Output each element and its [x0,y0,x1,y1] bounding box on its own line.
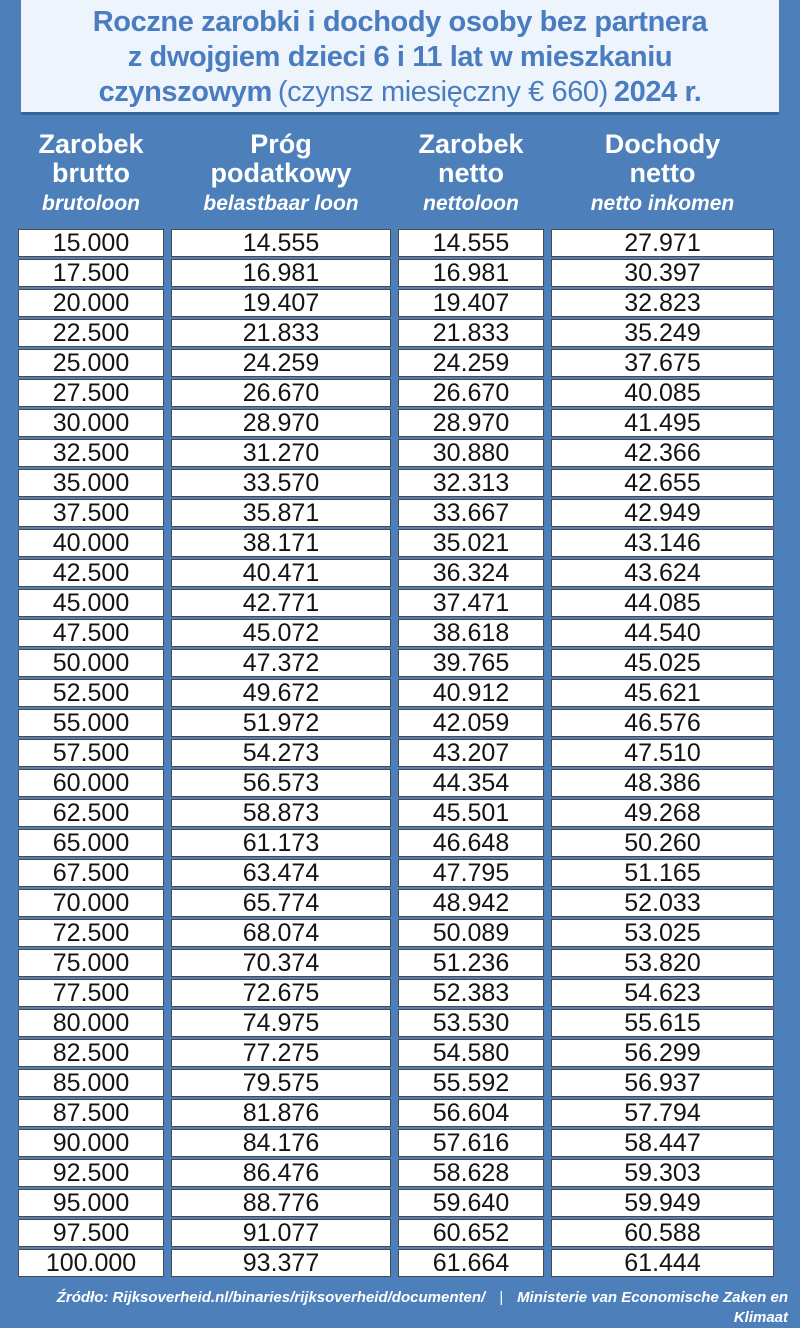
table-row [18,349,774,377]
table-cell: 26.670 [398,379,544,407]
header-sublabel: netto inkomen [590,192,735,215]
source-separator: | [499,1289,504,1306]
table-cell: 45.621 [551,679,774,707]
table-cell: 14.555 [171,229,391,257]
table-cell: 51.972 [171,709,391,737]
table-cell: 42.059 [398,709,544,737]
table-cell: 54.623 [551,979,774,1007]
table-cell: 48.386 [551,769,774,797]
table-cell: 50.000 [18,649,164,677]
table-cell: 15.000 [18,229,164,257]
header-label: podatkowy [210,158,352,188]
table-cell: 72.500 [18,919,164,947]
table-cell: 46.576 [551,709,774,737]
table-cell: 52.500 [18,679,164,707]
table-row [18,379,774,407]
table-row [18,529,774,557]
table-cell: 77.275 [171,1039,391,1067]
table-cell: 54.273 [171,739,391,767]
table-cell: 47.510 [551,739,774,767]
header-label: Zarobek [418,129,524,159]
table-cell: 46.648 [398,829,544,857]
table-cell: 40.912 [398,679,544,707]
table-cell: 24.259 [398,349,544,377]
table-cell: 86.476 [171,1159,391,1187]
table-cell: 56.937 [551,1069,774,1097]
table-cell: 49.672 [171,679,391,707]
table-row [18,799,774,827]
table-cell: 32.823 [551,289,774,317]
table-cell: 55.592 [398,1069,544,1097]
table-cell: 44.540 [551,619,774,647]
header-label: brutto [52,158,130,188]
table-row [18,979,774,1007]
table-cell: 16.981 [171,259,391,287]
table-cell: 28.970 [171,409,391,437]
table-row [18,1249,774,1277]
table-cell: 90.000 [18,1129,164,1157]
table-cell: 45.501 [398,799,544,827]
table-cell: 74.975 [171,1009,391,1037]
table-row [18,409,774,437]
table-cell: 48.942 [398,889,544,917]
table-row [18,229,774,257]
header-row [18,114,774,227]
column-header-dochody-netto [551,114,774,227]
table-cell: 79.575 [171,1069,391,1097]
source-line [0,1288,800,1328]
table-row [18,1189,774,1217]
table-cell: 53.530 [398,1009,544,1037]
table-cell: 51.165 [551,859,774,887]
table-cell: 61.664 [398,1249,544,1277]
table-row [18,559,774,587]
table-cell: 57.794 [551,1099,774,1127]
header-label: Zarobek [38,129,144,159]
table-cell: 60.652 [398,1219,544,1247]
table-cell: 60.000 [18,769,164,797]
table-cell: 32.500 [18,439,164,467]
column-header-prog-podatkowy [171,114,391,227]
table-cell: 58.628 [398,1159,544,1187]
table-row [18,829,774,857]
table-row [18,1159,774,1187]
table-cell: 81.876 [171,1099,391,1127]
table-cell: 93.377 [171,1249,391,1277]
table-cell: 59.640 [398,1189,544,1217]
title-line-1: Roczne zarobki i dochody osoby bez partnera [92,6,708,38]
table-cell: 14.555 [398,229,544,257]
table-cell: 27.500 [18,379,164,407]
table-cell: 53.820 [551,949,774,977]
title-line-3-bold-end: 2024 r. [613,76,702,108]
table-cell: 37.675 [551,349,774,377]
table-cell: 50.089 [398,919,544,947]
ministry-text: Ministerie van Economische Zaken en Klimaat [517,1289,788,1326]
table-cell: 45.072 [171,619,391,647]
table-row [18,589,774,617]
table-cell: 40.000 [18,529,164,557]
table-cell: 70.374 [171,949,391,977]
table-cell: 95.000 [18,1189,164,1217]
table-cell: 37.500 [18,499,164,527]
header-label: netto [438,158,504,188]
table-cell: 40.471 [171,559,391,587]
table-row [18,919,774,947]
table-cell: 56.573 [171,769,391,797]
table-cell: 28.970 [398,409,544,437]
table-cell: 38.618 [398,619,544,647]
header-sublabel: brutoloon [42,192,140,215]
table-cell: 84.176 [171,1129,391,1157]
table-cell: 38.171 [171,529,391,557]
header-label: Próg [250,129,312,159]
header-label: netto [629,158,696,188]
table-cell: 59.949 [551,1189,774,1217]
table-cell: 44.354 [398,769,544,797]
table-cell: 24.259 [171,349,391,377]
table-cell: 67.500 [18,859,164,887]
table-cell: 54.580 [398,1039,544,1067]
table-row [18,739,774,767]
table-row [18,769,774,797]
table-cell: 30.397 [551,259,774,287]
table-cell: 42.366 [551,439,774,467]
table-row [18,439,774,467]
table-cell: 47.372 [171,649,391,677]
table-cell: 85.000 [18,1069,164,1097]
table-cell: 51.236 [398,949,544,977]
table-cell: 21.833 [171,319,391,347]
table-cell: 42.949 [551,499,774,527]
table-cell: 62.500 [18,799,164,827]
table-cell: 77.500 [18,979,164,1007]
table-body [18,229,774,1277]
table-cell: 22.500 [18,319,164,347]
table-row [18,259,774,287]
table-cell: 55.615 [551,1009,774,1037]
table-row [18,859,774,887]
table-cell: 92.500 [18,1159,164,1187]
table-row [18,1069,774,1097]
table-cell: 26.670 [171,379,391,407]
table-cell: 47.500 [18,619,164,647]
table-cell: 40.085 [551,379,774,407]
table-cell: 20.000 [18,289,164,317]
table-cell: 53.025 [551,919,774,947]
table-cell: 65.774 [171,889,391,917]
table-cell: 30.880 [398,439,544,467]
table-cell: 60.588 [551,1219,774,1247]
header-label: Dochody [604,129,721,159]
table-cell: 31.270 [171,439,391,467]
table-cell: 25.000 [18,349,164,377]
table-cell: 52.033 [551,889,774,917]
table-row [18,1039,774,1067]
table-cell: 63.474 [171,859,391,887]
table-row [18,889,774,917]
table-cell: 30.000 [18,409,164,437]
table-cell: 35.249 [551,319,774,347]
table-row [18,709,774,737]
table-cell: 68.074 [171,919,391,947]
table-cell: 87.500 [18,1099,164,1127]
table-cell: 35.021 [398,529,544,557]
title-line-3 [21,75,779,110]
table-cell: 27.971 [551,229,774,257]
table-row [18,499,774,527]
table-row [18,949,774,977]
table-cell: 45.000 [18,589,164,617]
table-cell: 52.383 [398,979,544,1007]
table-cell: 56.299 [551,1039,774,1067]
table-cell: 17.500 [18,259,164,287]
table-row [18,619,774,647]
table-row [18,289,774,317]
table-cell: 80.000 [18,1009,164,1037]
table-cell: 61.444 [551,1249,774,1277]
table-row [18,1129,774,1157]
table-cell: 21.833 [398,319,544,347]
source-text: Źródło: Rijksoverheid.nl/binaries/rijksoverheid/documenten/ [56,1289,486,1306]
title-line-2: z dwojgiem dzieci 6 i 11 lat w mieszkaniu [127,41,673,73]
table-cell: 43.207 [398,739,544,767]
table-cell: 43.624 [551,559,774,587]
table-cell: 36.324 [398,559,544,587]
table-cell: 43.146 [551,529,774,557]
income-table [11,112,781,1279]
table-header [18,114,774,227]
title-line-3-bold-start: czynszowym [98,76,272,108]
table-cell: 49.268 [551,799,774,827]
header-sublabel: nettoloon [423,192,519,215]
table-cell: 42.500 [18,559,164,587]
table-cell: 19.407 [171,289,391,317]
title-box [21,0,779,112]
column-header-zarobek-netto [398,114,544,227]
column-header-zarobek-brutto [18,114,164,227]
table-cell: 82.500 [18,1039,164,1067]
table-cell: 91.077 [171,1219,391,1247]
table-cell: 70.000 [18,889,164,917]
table-row [18,649,774,677]
table-cell: 32.313 [398,469,544,497]
table-cell: 33.570 [171,469,391,497]
table-cell: 50.260 [551,829,774,857]
table-row [18,1099,774,1127]
table-cell: 56.604 [398,1099,544,1127]
table-cell: 61.173 [171,829,391,857]
table-cell: 58.873 [171,799,391,827]
table-cell: 57.616 [398,1129,544,1157]
table-cell: 72.675 [171,979,391,1007]
table-cell: 55.000 [18,709,164,737]
table-cell: 100.000 [18,1249,164,1277]
table-cell: 35.000 [18,469,164,497]
header-sublabel: belastbaar loon [203,192,359,215]
table-cell: 45.025 [551,649,774,677]
table-cell: 75.000 [18,949,164,977]
table-row [18,469,774,497]
table-cell: 35.871 [171,499,391,527]
table-cell: 58.447 [551,1129,774,1157]
table-cell: 88.776 [171,1189,391,1217]
table-cell: 41.495 [551,409,774,437]
table-cell: 33.667 [398,499,544,527]
table-cell: 65.000 [18,829,164,857]
table-row [18,319,774,347]
table-cell: 47.795 [398,859,544,887]
table-cell: 42.655 [551,469,774,497]
table-cell: 39.765 [398,649,544,677]
table-cell: 16.981 [398,259,544,287]
table-cell: 44.085 [551,589,774,617]
table-cell: 57.500 [18,739,164,767]
table-row [18,679,774,707]
table-row [18,1009,774,1037]
table-cell: 42.771 [171,589,391,617]
table-cell: 97.500 [18,1219,164,1247]
table-cell: 59.303 [551,1159,774,1187]
title-line-3-light: (czynsz miesięczny € 660) [277,76,608,108]
table-cell: 19.407 [398,289,544,317]
table-cell: 37.471 [398,589,544,617]
table-row [18,1219,774,1247]
